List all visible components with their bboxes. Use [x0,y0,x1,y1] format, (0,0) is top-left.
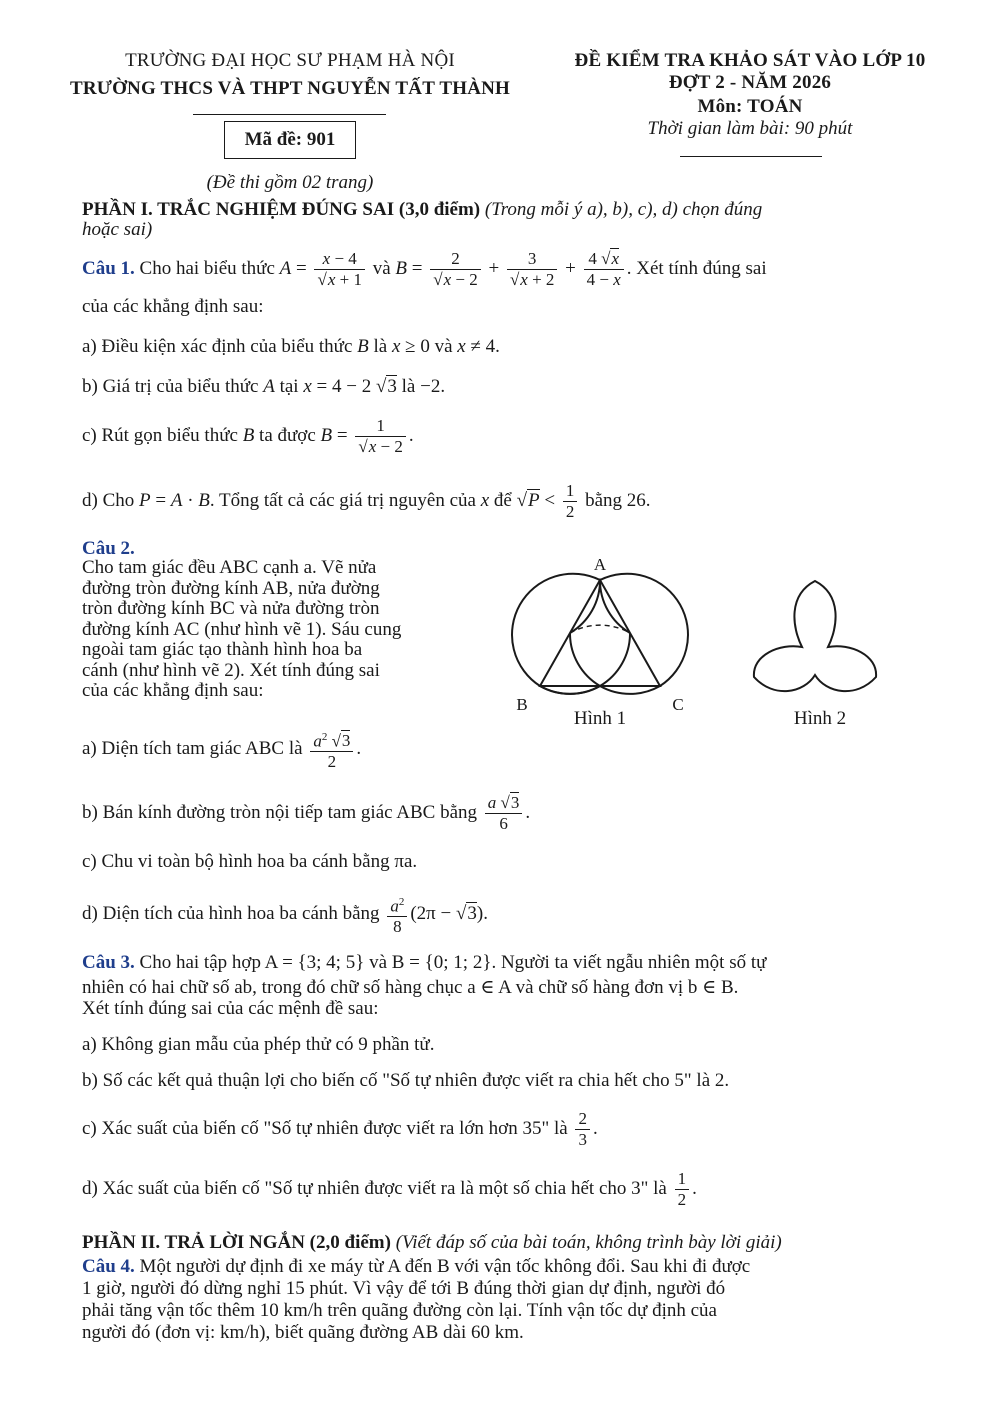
inner-arc-bc [540,686,600,694]
q3-text: Cho hai tập hợp A = {3; 4; 5} và B = {0; 1; 2}. Người ta viết ngẫu nhiên một số tự [139,952,767,973]
q1-c-text: c) Rút gọn biểu thức [82,425,238,446]
q2-line: đường tròn đường kính AB, nửa đường [82,577,380,599]
q3-label: Câu 3. [82,952,135,973]
school-name: TRƯỜNG THCS VÀ THPT NGUYỄN TẤT THÀNH [69,78,511,99]
q1-d-mid: . Tổng tất cả các giá trị nguyên của [209,490,476,511]
exam-round: ĐỢT 2 - NĂM 2026 [668,72,832,93]
q4-line3: phải tăng vận tốc thêm 10 km/h trên quãng đường còn lại. Tính vận tốc dự định của [82,1300,717,1321]
part2-heading [82,1232,917,1254]
part1-title: PHẦN I. TRẮC NGHIỆM ĐÚNG SAI (3,0 điểm) [82,199,481,220]
q1-and: và [372,258,391,279]
q4-line2: 1 giờ, người đó dừng nghỉ 15 phút. Vì vậy để tới B đúng thời gian dự định, người đó [82,1278,726,1299]
part2-note: (Viết đáp số của bài toán, không trình bày lời giải) [395,1232,782,1253]
page-count: (Đề thi gồm 02 trang) [206,172,374,193]
figure-1-caption: Hình 1 [573,708,627,729]
q1-item-d: d) Cho P = A · B. Tổng tất cả các giá trị nguyên của x để √P < $\frac{1}{2}$ bằng 26. [82,481,651,522]
q2-b-text: b) Bán kính đường tròn nội tiếp tam giác ABC bằng [82,802,478,823]
q1-item-b: b) Giá trị của biểu thức A tại x = 4 − 2 √3 là −2. [82,376,446,397]
q2-label: Câu 2. [82,538,135,559]
header-divider-right [680,156,822,157]
q3-item-c: c) Xác suất của biến cố "Số tự nhiên được viết ra lớn hơn 35" là $\frac{2}{3}$ . [82,1109,598,1150]
figure-1 [500,552,720,732]
vertex-b-label: B [516,695,528,714]
q1-a-text: a) Điều kiện xác định của biểu thức [82,336,353,357]
q4-line4: người đó (đơn vị: km/h), biết quãng đường AB dài 60 km. [82,1322,524,1343]
q3-line2: nhiên có hai chữ số ab, trong đó chữ số hàng chục a ∈ A và chữ số hàng đơn vị b ∈ B. [82,977,739,998]
q1-expr-a: $\frac{x - 4}{√x + 1}$ [314,249,364,290]
exam-code: Mã đề: 901 [244,129,336,150]
q2-a-text: a) Diện tích tam giác ABC là [82,738,303,759]
vertex-c-label: C [672,695,684,714]
q2-line: đường kính AC (như hình vẽ 1). Sáu cung [82,618,402,640]
q1-label: Câu 1. [82,258,135,279]
figure-2 [740,565,900,705]
q2-line: tròn đường kính BC và nửa đường tròn [82,598,380,619]
q1-expr-b1: $\frac{2}{√x - 2}$ [430,249,480,290]
q3-line3: Xét tính đúng sai của các mệnh đề sau: [82,998,379,1019]
q3-c-text: c) Xác suất của biến cố "Số tự nhiên được viết ra lớn hơn 35" là [82,1118,568,1139]
part1-note-line2: hoặc sai) [82,219,153,240]
q1-expr-b2: $\frac{3}{√x + 2}$ [507,249,557,290]
exam-time: Thời gian làm bài: 90 phút [647,118,853,139]
q3-d-text: d) Xác suất của biến cố "Số tự nhiên được viết ra là một số chia hết cho 3" là [82,1178,667,1199]
three-petal-flower [754,581,876,691]
q2-line: ngoài tam giác tạo thành hình hoa ba [82,639,363,660]
q1-b-text: b) Giá trị của biểu thức [82,376,259,397]
q3-item-d: d) Xác suất của biến cố "Số tự nhiên được viết ra là một số chia hết cho 3" là $\frac{1}{2}$ . [82,1169,697,1210]
q4-text: Một người dự định đi xe máy từ A đến B với vận tốc không đổi. Sau khi đi được [139,1256,751,1277]
exam-subject: Môn: TOÁN [697,96,803,117]
q4-line1 [82,1256,917,1278]
q1-text: Cho hai biểu thức [139,258,275,279]
q1-c-mid: ta được [259,425,316,446]
q1-line2: của các khẳng định sau: [82,296,264,317]
q2-line: của các khẳng định sau: [82,680,264,701]
q4-label: Câu 4. [82,1256,135,1277]
q1-statement: Câu 1. Cho hai biểu thức A = $\frac{x - 4}{√x + 1}$ và B = $\frac{2}{√x - 2}$ + $\frac{3}{√x + 2}$ + $\frac{4 √x}{4 - x}$ . Xét tính đúng sai [82,249,767,290]
part1-heading [82,199,917,221]
vertex-a-label: A [593,555,607,574]
q1-item-c: c) Rút gọn biểu thức B ta được B = $\frac{1}{√x - 2}$ . [82,416,414,457]
header-divider-left [193,114,386,115]
q1-d-text: d) Cho [82,490,135,511]
q3-item-a: a) Không gian mẫu của phép thử có 9 phần tử. [82,1034,435,1055]
exam-title: ĐỀ KIỂM TRA KHẢO SÁT VÀO LỚP 10 [574,50,926,71]
q1-d-mid2: để [493,490,512,511]
q2-item-d: d) Diện tích của hình hoa ba cánh bằng $\frac{a^2}{8}$ (2π − √3). [82,891,917,937]
q1-tail: . Xét tính đúng sai [626,258,767,279]
q2-line: Cho tam giác đều ABC cạnh a. Vẽ nửa [82,557,377,578]
triangle-abc [540,580,660,686]
q1-expr-b3: $\frac{4 √x}{4 - x}$ [584,249,624,290]
q2-d-text: d) Diện tích của hình hoa ba cánh bằng [82,903,380,924]
q3-item-b: b) Số các kết quả thuận lợi cho biến cố "Số tự nhiên được viết ra chia hết cho 5" là 2. [82,1070,730,1091]
inner-arc-bottom [570,633,630,686]
q1-item-a: a) Điều kiện xác định của biểu thức B là x ≥ 0 và x ≠ 4. [82,336,500,357]
q1-a-and: và [434,336,453,357]
q2-statement [82,558,490,702]
q3-line1 [82,952,917,974]
q2-line: cánh (như hình vẽ 2). Xét tính đúng sai [82,659,380,681]
q2-item-b: b) Bán kính đường tròn nội tiếp tam giác ABC bằng $\frac{a √3}{6}$ . [82,793,531,834]
part1-note: (Trong mỗi ý a), b), c), d) chọn đúng [484,199,763,220]
university-name: TRƯỜNG ĐẠI HỌC SƯ PHẠM HÀ NỘI [125,50,455,71]
q1-b-post: là −2. [401,376,446,397]
q1-d-post: bằng 26. [585,490,651,511]
part2-title: PHẦN II. TRẢ LỜI NGẮN (2,0 điểm) [82,1232,391,1253]
exam-code-box [224,121,356,159]
q2-item-a: a) Diện tích tam giác ABC là $\frac{a^2 √3}{2}$ . [82,726,917,772]
q2-item-c: c) Chu vi toàn bộ hình hoa ba cánh bằng πa. [82,851,418,872]
q1-b-mid: tại [279,376,299,397]
figure-2-caption: Hình 2 [793,708,847,729]
